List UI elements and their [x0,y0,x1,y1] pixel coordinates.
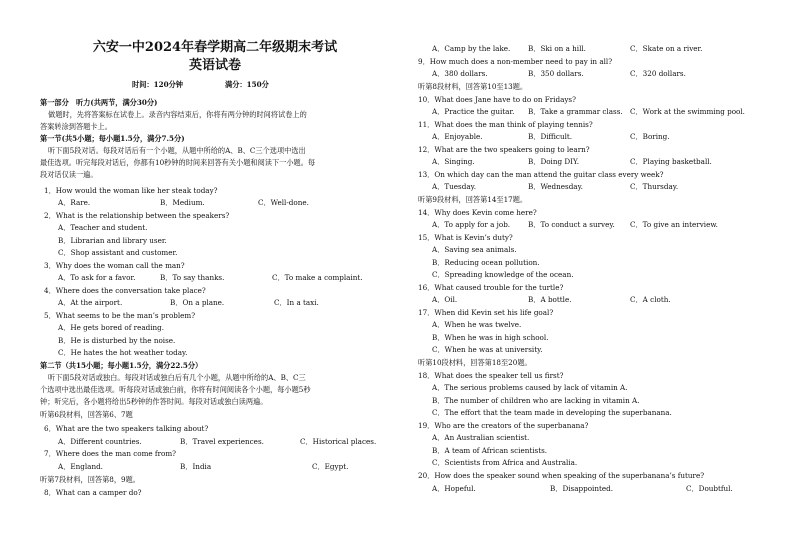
material-7-note: 听第7段材料，回答第8，9题。 [40,475,140,484]
q7-option-b: B．India [180,462,212,471]
question-8: 8．What can a camper do? [44,488,142,497]
question-14: 14．Why does Kevin come here? [418,208,537,217]
q11-option-a: A．Enjoyable. [432,132,483,141]
q1-option-a: A．Rare. [58,198,91,207]
q15-option-a: A．Saving sea animals. [432,245,517,254]
question-11: 11．What does the man think of playing tennis? [418,120,593,129]
q14-option-c: C．To give an interview. [630,220,718,229]
q15-option-c: C．Spreading knowledge of the ocean. [432,270,574,279]
question-7: 7．Where does the man come from? [44,449,177,458]
q1-option-c: C．Well-done. [258,198,309,207]
exam-subtitle: 英语试卷 [188,58,241,73]
q7-option-c: C．Egypt. [312,462,349,471]
material-6-note: 听第6段材料，回答第6、7题 [40,410,133,419]
question-18: 18．What does the speaker tell us first? [418,371,564,380]
q14-option-a: A．To apply for a job. [432,220,511,229]
q13-option-a: A．Tuesday. [432,182,477,191]
q15-option-b: B．Reducing ocean pollution. [432,258,540,267]
q3-option-c: C．To make a complaint. [272,273,363,282]
q14-option-b: B．To conduct a survey. [528,220,615,229]
q20-option-b: B．Disappointed. [550,484,613,493]
question-13: 13．On which day can the man attend the guitar class every week? [418,170,664,179]
q13-option-c: C．Thursday. [630,182,679,191]
q16-option-b: B．A bottle. [528,295,572,304]
q4-option-c: C．In a taxi. [274,298,319,307]
question-3: 3．Why does the woman call the man? [44,261,185,270]
q6-option-b: B．Travel experiences. [180,437,264,446]
q19-option-a: A．An Australian scientist. [432,433,530,442]
q6-option-a: A．Different countries. [58,437,142,446]
section2-intro-line3: 钟；听完后，各小题将给出5秒钟的作答时间。每段对话或独白读两遍。 [40,397,268,406]
section2-intro-line1: 听下面5段对话或独白。每段对话或独白后有几个小题，从题中所给的A、B、C三 [48,373,306,382]
q19-option-b: B．A team of African scientists. [432,446,548,455]
q18-option-b: B．The number of children who are lacking in vitamin A. [432,396,640,405]
q19-option-c: C．Scientists from Africa and Australia. [432,458,578,467]
q5-option-c: C．He hates the hot weather today. [58,348,188,357]
q11-option-c: C．Boring. [630,132,670,141]
q8-option-b: B．Ski on a hill. [528,44,586,53]
q2-option-a: A．Teacher and student. [58,223,148,232]
question-17: 17．When did Kevin set his life goal? [418,308,554,317]
q12-option-a: A．Singing. [432,157,475,166]
q5-option-b: B．He is disturbed by the noise. [58,336,176,345]
question-1: 1．How would the woman like her steak today? [44,186,218,195]
question-12: 12．What are the two speakers going to learn? [418,145,590,154]
question-2: 2．What is the relationship between the speakers? [44,211,230,220]
material-8-note: 听第8段材料，回答第10至13题。 [418,82,528,91]
question-20: 20．How does the speaker sound when speaking of the superbanana’s future? [418,471,705,480]
q12-option-b: B．Doing DIY. [528,157,580,166]
section1-heading: 第一节(共5小题；每小题1.5分，满分7.5分) [40,134,185,143]
q9-option-c: C．320 dollars. [630,69,686,78]
q17-option-a: A．When he was twelve. [432,320,522,329]
q11-option-b: B．Difficult. [528,132,573,141]
question-19: 19．Who are the creators of the superbanana? [418,421,589,430]
q18-option-a: A．The serious problems caused by lack of vitamin A. [432,383,628,392]
q10-option-c: C．Work at the swimming pool. [630,107,745,116]
question-15: 15．What is Kevin’s duty? [418,233,513,242]
q4-option-a: A．At the airport. [58,298,123,307]
section1-intro-line1: 听下面5段对话。每段对话后有一个小题，从题中所给的A、B、C三个选项中选出 [48,146,306,155]
q3-option-a: A．To ask for a favor. [58,273,136,282]
q16-option-c: C．A cloth. [630,295,671,304]
section1-intro-line2: 最佳选项。听完每段对话后，你都有10秒钟的时间来回答有关小题和阅读下一小题。每 [40,158,316,167]
section2-intro-line2: 个选项中选出最佳选项。听每段对话或独白前，你将有时间阅读各个小题，每小题5秒 [40,385,311,394]
section1-intro-line3: 段对话仅读一遍。 [40,170,98,179]
material-9-note: 听第9段材料，回答第14至17题。 [418,195,528,204]
question-5: 5．What seems to be the man’s problem? [44,311,196,320]
q7-option-a: A．England. [58,462,103,471]
q8-option-a: A．Camp by the lake. [432,44,511,53]
part1-heading: 第一部分 听力(共两节，满分30分) [40,98,158,107]
q20-option-a: A．Hopeful. [432,484,476,493]
q10-option-a: A．Practice the guitar. [432,107,515,116]
q2-option-b: B．Librarian and library user. [58,236,167,245]
q5-option-a: A．He gets bored of reading. [58,323,165,332]
question-4: 4．Where does the conversation take place? [44,286,206,295]
q17-option-b: B．When he was in high school. [432,333,549,342]
q16-option-a: A．Oil. [432,295,458,304]
q13-option-b: B．Wednesday. [528,182,583,191]
q1-option-b: B．Medium. [160,198,205,207]
question-6: 6．What are the two speakers talking about? [44,424,209,433]
q18-option-c: C．The effort that the team made in developing the superbanana. [432,408,672,417]
q9-option-a: A．380 dollars. [432,69,488,78]
exam-time: 时间：120分钟 [132,80,183,89]
material-10-note: 听第10段材料，回答第18至20题。 [418,358,532,367]
q10-option-b: B．Take a grammar class. [528,107,623,116]
q20-option-c: C．Doubtful. [686,484,733,493]
q9-option-b: B．350 dollars. [528,69,584,78]
part1-intro-line1: 做题时，先将答案标在试卷上。录音内容结束后，你将有两分钟的时间将试卷上的 [48,110,307,119]
q6-option-c: C．Historical places. [300,437,377,446]
exam-title: 六安一中2024年春学期高二年级期末考试 [92,40,338,55]
q2-option-c: C．Shop assistant and customer. [58,248,178,257]
section2-heading: 第二节（共15小题；每小题1.5分，满分22.5分） [40,361,203,370]
q8-option-c: C．Skate on a river. [630,44,703,53]
question-10: 10．What does Jane have to do on Fridays? [418,95,576,104]
exam-score: 满分：150分 [225,80,269,89]
q3-option-b: B．To say thanks. [160,273,225,282]
q12-option-c: C．Playing basketball. [630,157,712,166]
part1-intro-line2: 答案转涂到答题卡上。 [40,122,112,131]
q4-option-b: B．On a plane. [170,298,225,307]
q17-option-c: C．When he was at university. [432,345,543,354]
question-16: 16．What caused trouble for the turtle? [418,283,564,292]
question-9: 9．How much does a non-member need to pay in all? [418,57,613,66]
